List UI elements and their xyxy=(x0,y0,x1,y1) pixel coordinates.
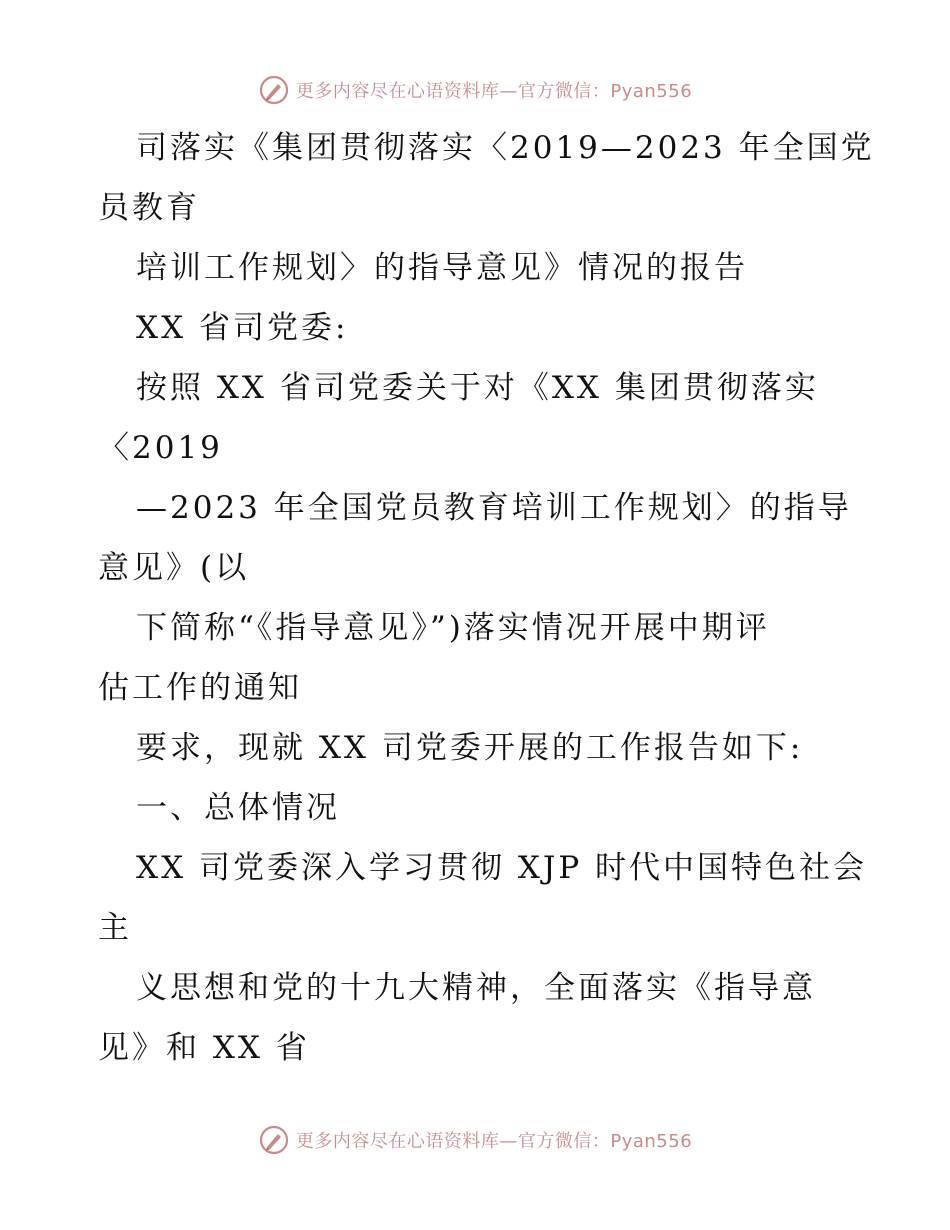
text-line: XX 司党委深入学习贯彻 XJP 时代中国特色社会 xyxy=(136,850,868,886)
watermark-text: 更多内容尽在心语资料库—官方微信：Pyan556 xyxy=(295,1131,693,1152)
text-line: 培训工作规划〉的指导意见》情况的报告 xyxy=(136,250,748,286)
text-line: 见》和 XX 省 xyxy=(98,1030,310,1066)
text-line: 下简称“《指导意见》”)落实情况开展中期评 xyxy=(136,610,770,646)
header-watermark xyxy=(0,70,950,110)
text-line: 主 xyxy=(98,910,132,946)
text-line: XX 省司党委: xyxy=(136,310,349,346)
text-line: 义思想和党的十九大精神，全面落实《指导意 xyxy=(136,970,816,1006)
pen-logo-icon xyxy=(258,74,290,106)
text-line: 意见》(以 xyxy=(98,550,250,586)
section-heading: 一、总体情况 xyxy=(136,790,340,826)
text-line: 要求，现就 XX 司党委开展的工作报告如下: xyxy=(136,730,804,766)
text-line: 按照 XX 省司党委关于对《XX 集团贯彻落实 xyxy=(136,370,819,406)
watermark-text: 更多内容尽在心语资料库—官方微信：Pyan556 xyxy=(295,81,693,102)
text-line: 司落实《集团贯彻落实〈2019—2023 年全国党 xyxy=(136,130,875,166)
text-line: 员教育 xyxy=(98,190,200,226)
text-line: —2023 年全国党员教育培训工作规划〉的指导 xyxy=(136,490,852,526)
report-body xyxy=(98,118,875,1078)
text-line: 〈2019 xyxy=(98,430,223,466)
text-line: 估工作的通知 xyxy=(98,670,302,706)
pen-logo-icon xyxy=(258,1124,290,1156)
footer-watermark xyxy=(0,1120,950,1160)
